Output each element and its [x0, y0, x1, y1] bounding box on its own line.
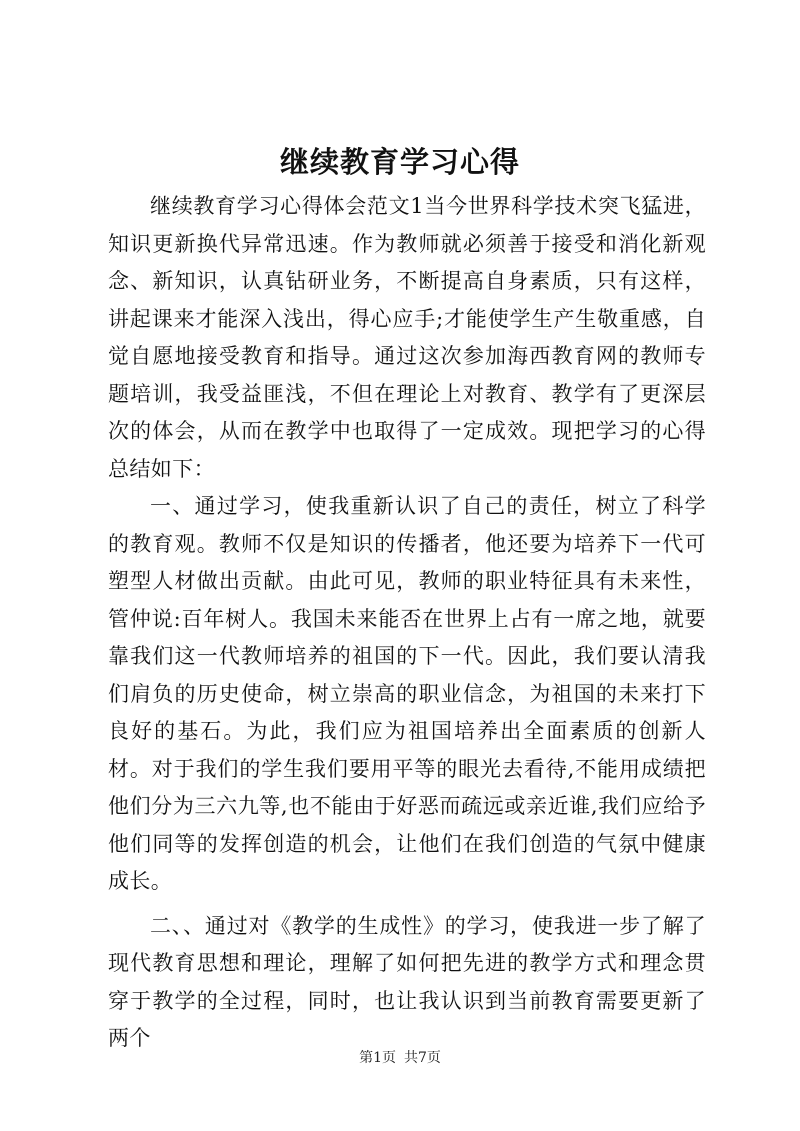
page-footer — [0, 1048, 800, 1068]
paragraph-section-two: 二、、通过对《教学的生成性》的学习，使我进一步了解了现代教育思想和理论，理解了如何把先进的教学方式和理念贯穿于教学的全过程，同时，也让我认识到当前教育需要更新了两个 — [108, 913, 706, 1050]
document-title: 继续教育学习心得 — [279, 145, 520, 179]
paragraph-intro: 继续教育学习心得体会范文1当今世界科学技术突飞猛进，知识更新换代异常迅速。作为教师就必须善于接受和消化新观念、新知识，认真钻研业务，不断提高自身素质，只有这样，讲起课来才能深入浅出，得心应手;才能使学生产生敬重感，自觉自愿地接受教育和指导。通过这次参加海西教育网的教师专题培训，我受益匪浅，不但在理论上对教育、教学有了更深层次的体会，从而在教学中也取得了一定成效。现把学习的心得总结如下： — [108, 194, 706, 481]
page-total: 共7页 — [404, 1050, 441, 1066]
document-body — [108, 188, 706, 1058]
paragraph-section-one: 一、通过学习，使我重新认识了自己的责任，树立了科学的教育观。教师不仅是知识的传播者，他还要为培养下一代可塑型人材做出贡献。由此可见，教师的职业特征具有未来性，管仲说:百年树人。我国未来能否在世界上占有一席之地，就要靠我们这一代教师培养的祖国的下一代。因此，我们要认清我们肩负的历史使命，树立崇高的职业信念，为祖国的未来打下良好的基石。为此，我们应为祖国培养出全面素质的创新人材。对于我们的学生我们要用平等的眼光去看待,不能用成绩把他们分为三六九等,也不能由于好恶而疏远或亲近谁,我们应给予他们同等的发挥创造的机会，让他们在我们创造的气氛中健康成长。 — [108, 494, 706, 893]
page-number: 第1页 — [359, 1050, 396, 1066]
